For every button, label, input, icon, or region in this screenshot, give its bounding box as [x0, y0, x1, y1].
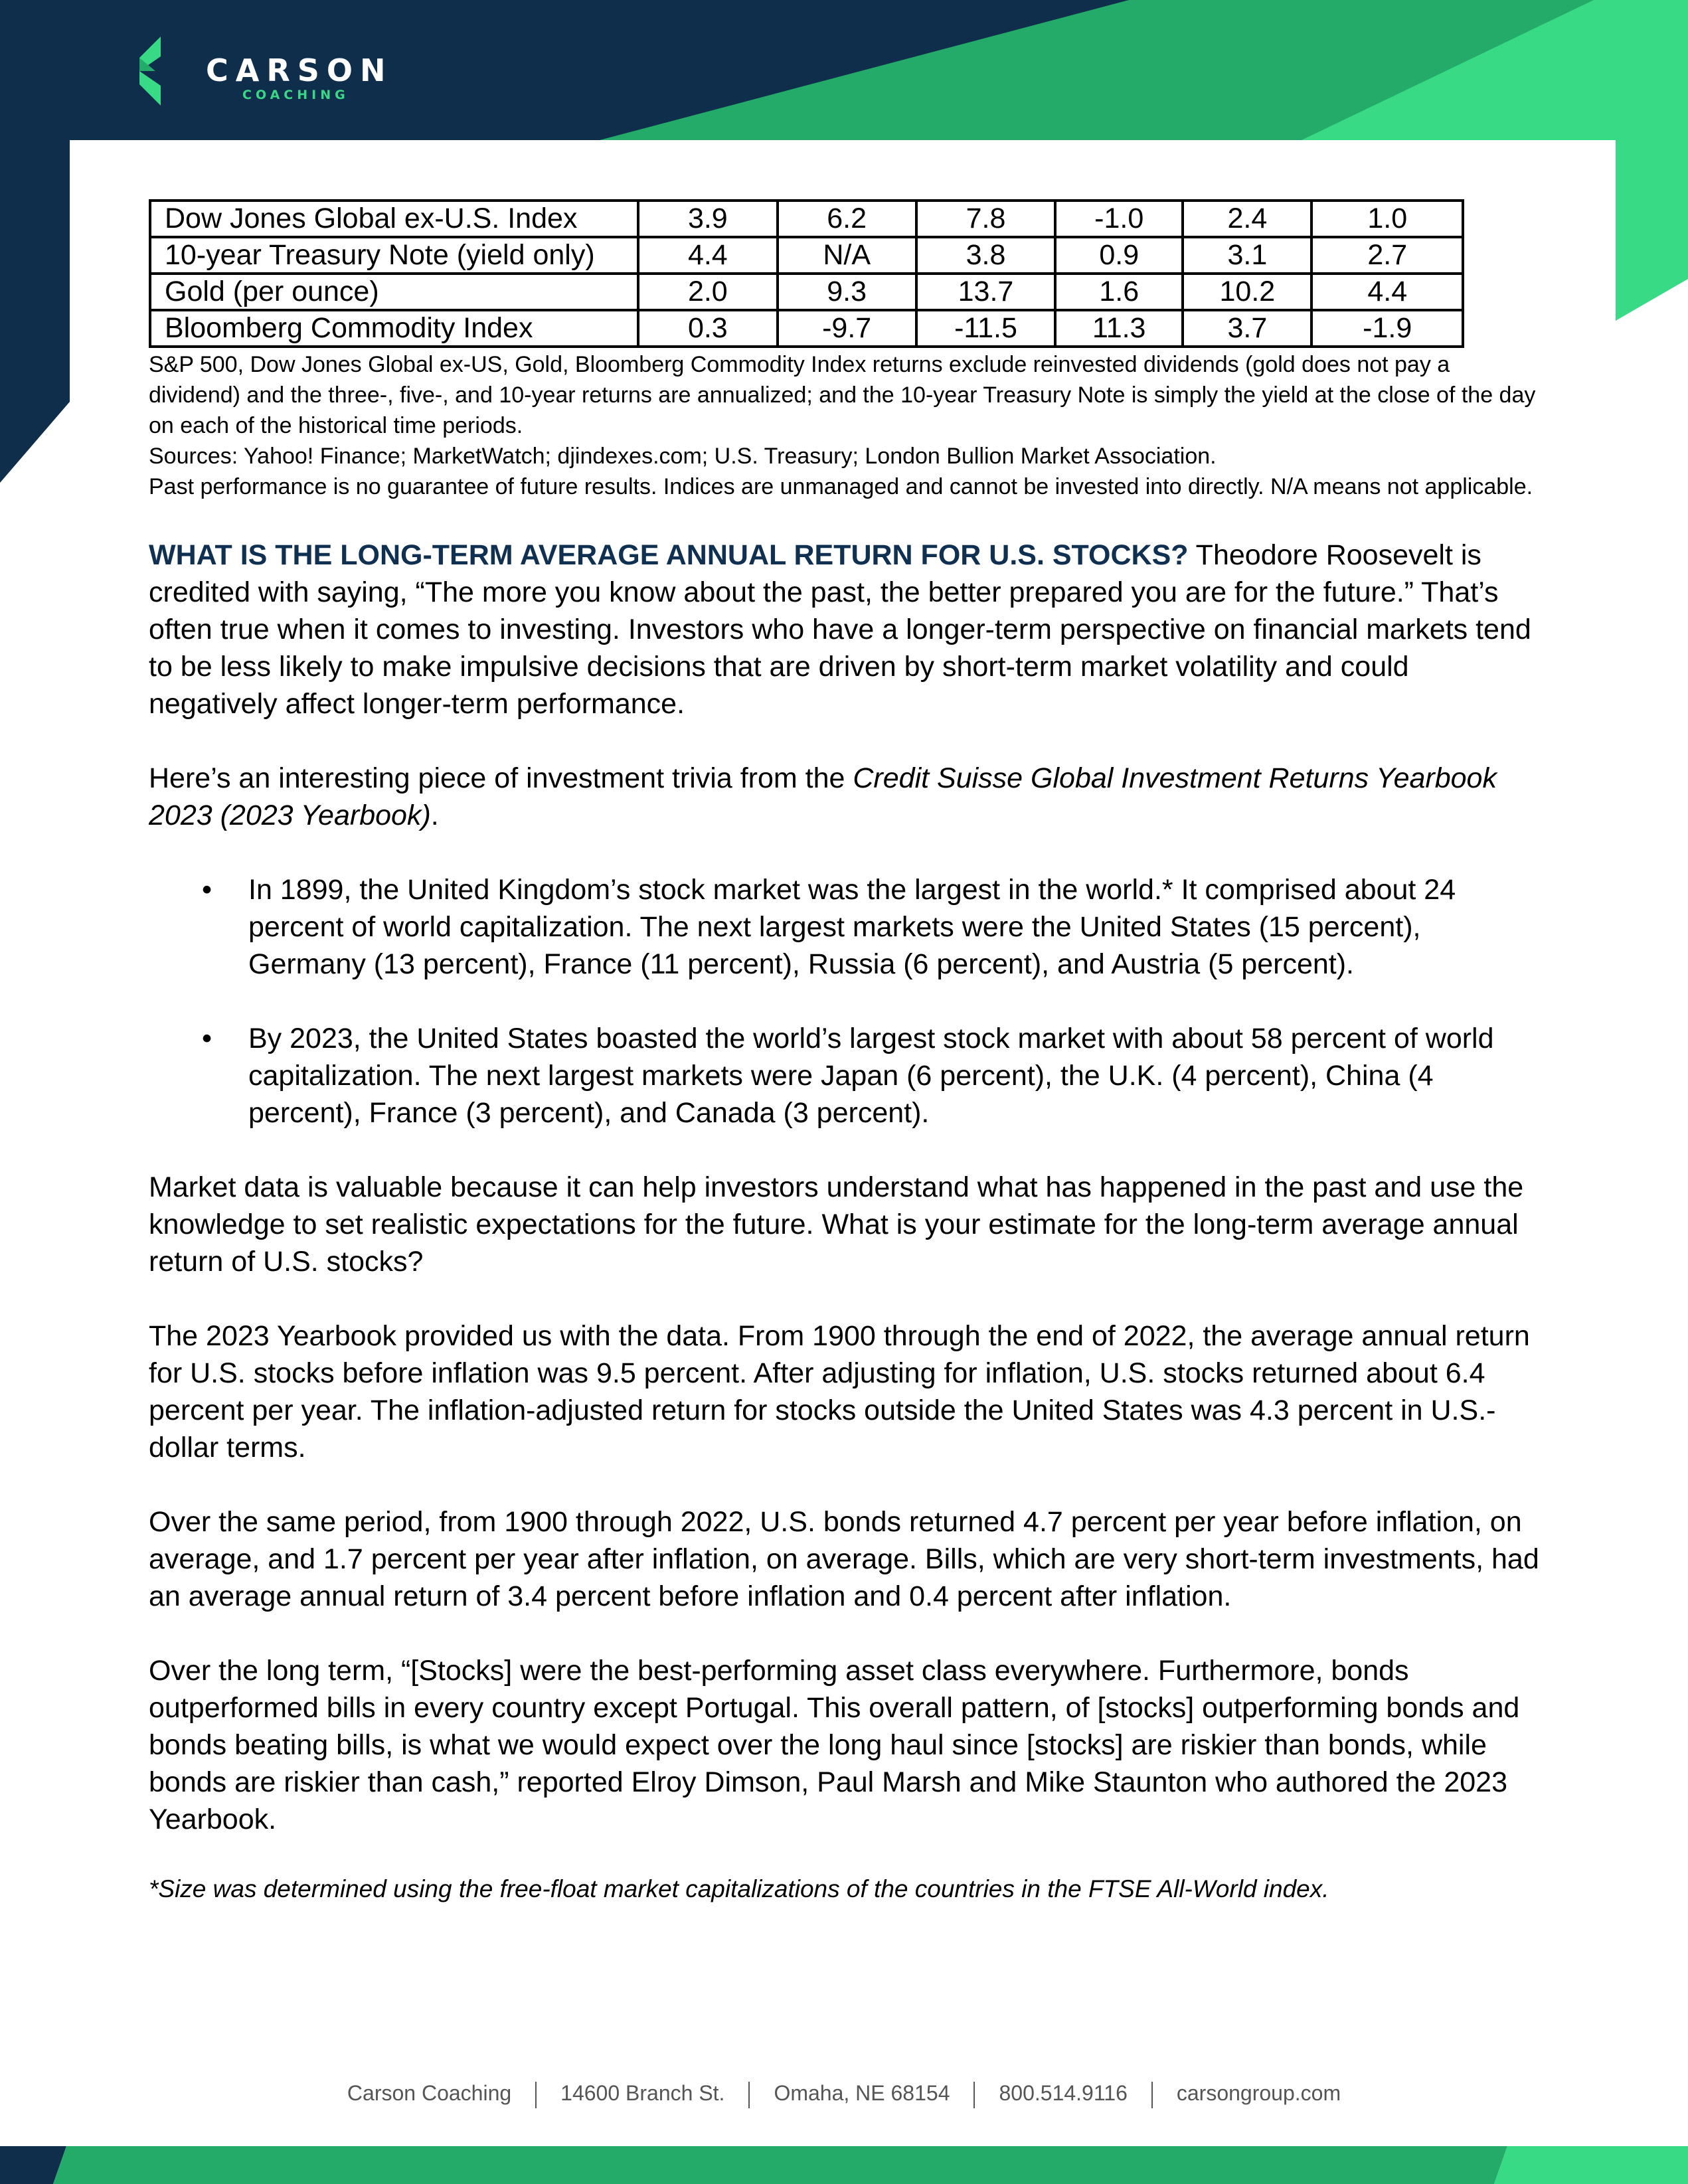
logo-wordmark: CARSON — [206, 52, 393, 88]
cell-value: 3.7 — [1183, 310, 1311, 347]
cell-value: 2.7 — [1311, 237, 1463, 274]
footer-divider — [748, 2082, 750, 2108]
cell-value: -11.5 — [916, 310, 1055, 347]
row-label: Gold (per ounce) — [150, 274, 638, 310]
cell-value: -1.9 — [1311, 310, 1463, 347]
footnote: *Size was determined using the free-float market capitalizations of the countries in the FTSE All-World index. — [149, 1875, 1329, 1902]
row-label: Bloomberg Commodity Index — [150, 310, 638, 347]
yearbook-data-paragraph: The 2023 Yearbook provided us with the data. From 1900 through the end of 2022, the average annual return for U.S. stocks before inflation was 9.5 percent. After adjusting for inflation, U.S. stocks returned about 6.4 percent per year. The inflation-adjusted return for stocks outside the United States was 4.3 percent in U.S.-dollar terms. — [149, 1320, 1530, 1464]
table-row — [150, 274, 1463, 310]
table-row — [150, 237, 1463, 274]
row-label: Dow Jones Global ex-U.S. Index — [150, 201, 638, 237]
cell-value: 0.9 — [1055, 237, 1183, 274]
quote-paragraph: Over the long term, “[Stocks] were the best-performing asset class everywhere. Furthermore, bonds outperformed bills in every country except Portugal. This overall pattern, of [stocks] outperforming bonds and bonds beating bills, is what we would expect over the long haul since [stocks] are riskier than bonds, while bonds are riskier than cash,” reported Elroy Dimson, Paul Marsh and Mike Staunton who authored the 2023 Yearbook. — [149, 1655, 1520, 1835]
bullet-text: In 1899, the United Kingdom’s stock market was the largest in the world.* It comprised about 24 percent of world capitalization. The next largest markets were the United States (15 percent), Germany (13 percent), France (11 percent), Russia (6 percent), and Austria (5 percent). — [248, 874, 1456, 980]
section-heading: WHAT IS THE LONG-TERM AVERAGE ANNUAL RETURN FOR U.S. STOCKS? — [149, 539, 1189, 571]
table-notes — [149, 349, 1537, 502]
bullet-icon: • — [202, 1023, 212, 1054]
cell-value: 6.2 — [778, 201, 916, 237]
list-item — [149, 1020, 1543, 1132]
cell-value: 7.8 — [916, 201, 1055, 237]
footer-street: 14600 Branch St. — [560, 2081, 725, 2105]
trivia-paragraph — [149, 760, 1543, 834]
trivia-end: . — [430, 799, 439, 831]
footer-divider — [1151, 2082, 1153, 2108]
intro-text: Theodore Roosevelt is credited with saying, “The more you know about the past, the better prepared you are for the future.” That’s often true when it comes to investing. Investors who have a longer-term perspective on financial markets tend to be less likely to make impulsive decisions that are driven by short-term market volatility and could negatively affect longer-term performance. — [149, 539, 1531, 720]
logo-subtitle: COACHING — [242, 88, 349, 102]
bullet-icon: • — [202, 874, 212, 906]
footer-city: Omaha, NE 68154 — [774, 2081, 950, 2105]
cell-value: -9.7 — [778, 310, 916, 347]
trivia-bullets — [149, 871, 1543, 1132]
footer-company: Carson Coaching — [347, 2081, 512, 2105]
intro-paragraph — [149, 537, 1543, 722]
footer-phone[interactable]: 800.514.9116 — [999, 2081, 1128, 2105]
returns-table — [149, 199, 1464, 348]
cell-value: 3.8 — [916, 237, 1055, 274]
cell-value: 1.0 — [1311, 201, 1463, 237]
cell-value: 10.2 — [1183, 274, 1311, 310]
methodology-note: S&P 500, Dow Jones Global ex-US, Gold, Bloomberg Commodity Index returns exclude reinvested dividends (gold does not pay a dividend) and the three-, five-, and 10-year returns are annualized; and the 10-year Treasury Note is simply the yield at the close of the day on each of the historical time periods. — [149, 352, 1536, 438]
cell-value: 9.3 — [778, 274, 916, 310]
disclaimer-note: Past performance is no guarantee of future results. Indices are unmanaged and cannot be invested into directly. N/A means not applicable. — [149, 474, 1533, 499]
bonds-paragraph: Over the same period, from 1900 through 2022, U.S. bonds returned 4.7 percent per year before inflation, on average, and 1.7 percent per year after inflation, on average. Bills, which are very short-term investments, had an average annual return of 3.4 percent before inflation and 0.4 percent after inflation. — [149, 1506, 1539, 1612]
cell-value: 4.4 — [638, 237, 777, 274]
carson-chevron-icon — [139, 37, 173, 106]
cell-value: 11.3 — [1055, 310, 1183, 347]
market-data-paragraph: Market data is valuable because it can help investors understand what has happened in the past and use the knowledge to set realistic expectations for the future. What is your estimate for the long-term average annual return of U.S. stocks? — [149, 1171, 1524, 1278]
bullet-text: By 2023, the United States boasted the world’s largest stock market with about 58 percent of world capitalization. The next largest markets were Japan (6 percent), the U.K. (4 percent), China (4 percent), France (3 percent), and Canada (3 percent). — [248, 1023, 1494, 1129]
table-row — [150, 201, 1463, 237]
page-content — [149, 199, 1537, 1906]
carson-coaching-logo — [139, 37, 405, 110]
footer-divider — [973, 2082, 975, 2108]
footer-website-link[interactable]: carsongroup.com — [1176, 2081, 1341, 2105]
yearbook-title: Credit Suisse Global Investment Returns Yearbook 2023 (2023 Yearbook) — [149, 762, 1497, 831]
cell-value: 2.0 — [638, 274, 777, 310]
row-label: 10-year Treasury Note (yield only) — [150, 237, 638, 274]
cell-value: 3.9 — [638, 201, 777, 237]
cell-value: 3.1 — [1183, 237, 1311, 274]
page-footer — [0, 2078, 1688, 2108]
cell-value: 1.6 — [1055, 274, 1183, 310]
sources-note: Sources: Yahoo! Finance; MarketWatch; djindexes.com; U.S. Treasury; London Bullion Market Association. — [149, 444, 1217, 469]
cell-value: 0.3 — [638, 310, 777, 347]
article-body — [149, 537, 1543, 1906]
list-item — [149, 871, 1543, 983]
table-row — [150, 310, 1463, 347]
footer-divider — [535, 2082, 537, 2108]
cell-value: -1.0 — [1055, 201, 1183, 237]
cell-value: 4.4 — [1311, 274, 1463, 310]
trivia-lead: Here’s an interesting piece of investment trivia from the — [149, 762, 853, 794]
cell-value: N/A — [778, 237, 916, 274]
cell-value: 2.4 — [1183, 201, 1311, 237]
cell-value: 13.7 — [916, 274, 1055, 310]
